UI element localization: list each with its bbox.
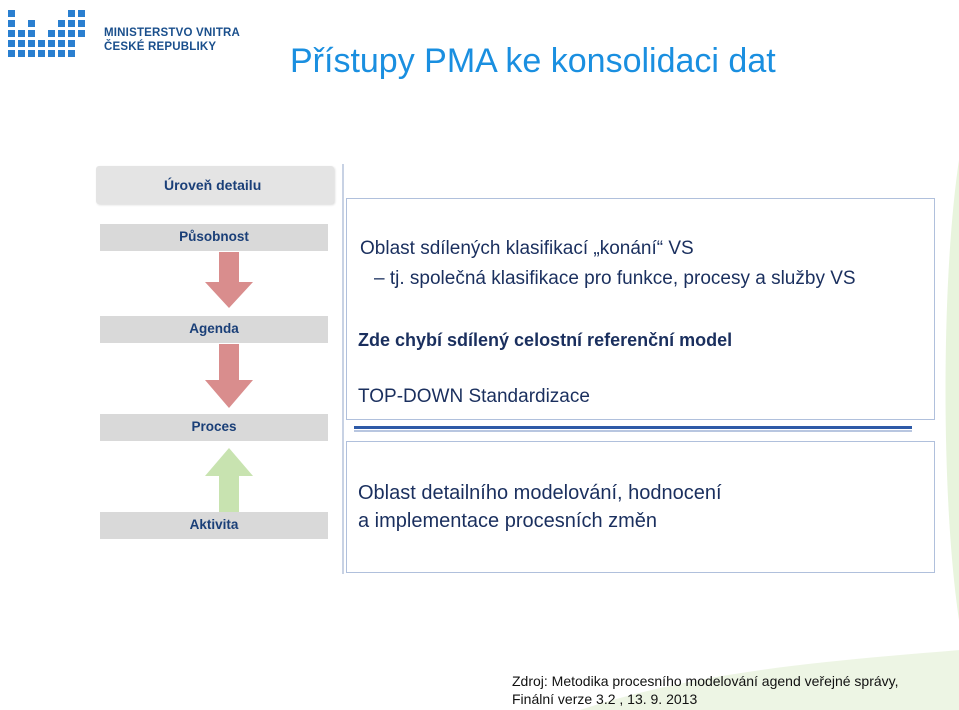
ministry-logo bbox=[8, 6, 308, 66]
up-arrow-icon bbox=[205, 448, 253, 514]
level-bar-proces bbox=[100, 414, 328, 441]
detailed-modeling-box bbox=[346, 441, 935, 573]
source-note bbox=[512, 672, 899, 708]
page-title: Přístupy PMA ke konsolidaci dat bbox=[290, 42, 776, 80]
source-line-1: Zdroj: Metodika procesního modelování agend veřejné správy, bbox=[512, 673, 899, 689]
source-line-2: Finální verze 3.2 , 13. 9. 2013 bbox=[512, 691, 698, 707]
separator-line bbox=[354, 426, 912, 429]
level-label: Agenda bbox=[189, 321, 239, 336]
box-top-line-4: TOP-DOWN Standardizace bbox=[358, 386, 590, 407]
logo-dots-icon bbox=[8, 6, 98, 66]
level-bar-aktivita bbox=[100, 512, 328, 539]
divider-line bbox=[342, 164, 344, 574]
detail-level-diagram bbox=[96, 166, 340, 546]
logo-line-1: MINISTERSTVO VNITRA bbox=[104, 27, 241, 39]
box-bottom-line-1: Oblast detailního modelování, hodnocení bbox=[358, 482, 722, 504]
box-top-line-1: Oblast sdílených klasifikací „konání“ VS bbox=[360, 238, 694, 259]
level-label: Působnost bbox=[179, 229, 249, 244]
down-arrow-icon bbox=[205, 344, 253, 408]
box-top-line-2: – tj. společná klasifikace pro funkce, procesy a služby VS bbox=[374, 268, 856, 289]
separator-shadow bbox=[354, 430, 912, 432]
logo-line-2: ČESKÉ REPUBLIKY bbox=[104, 41, 217, 53]
diagram-header-label: Úroveň detailu bbox=[164, 177, 262, 193]
decorative-arc bbox=[935, 160, 959, 620]
diagram-header bbox=[96, 166, 334, 204]
level-label: Proces bbox=[191, 419, 237, 434]
box-bottom-line-2: a implementace procesních změn bbox=[358, 510, 658, 532]
box-top-line-3: Zde chybí sdílený celostní referenční model bbox=[358, 330, 733, 350]
level-bar-agenda bbox=[100, 316, 328, 343]
logo-text bbox=[104, 26, 240, 54]
down-arrow-icon bbox=[205, 252, 253, 308]
level-bar-pusobnost bbox=[100, 224, 328, 251]
level-label: Aktivita bbox=[189, 517, 239, 532]
